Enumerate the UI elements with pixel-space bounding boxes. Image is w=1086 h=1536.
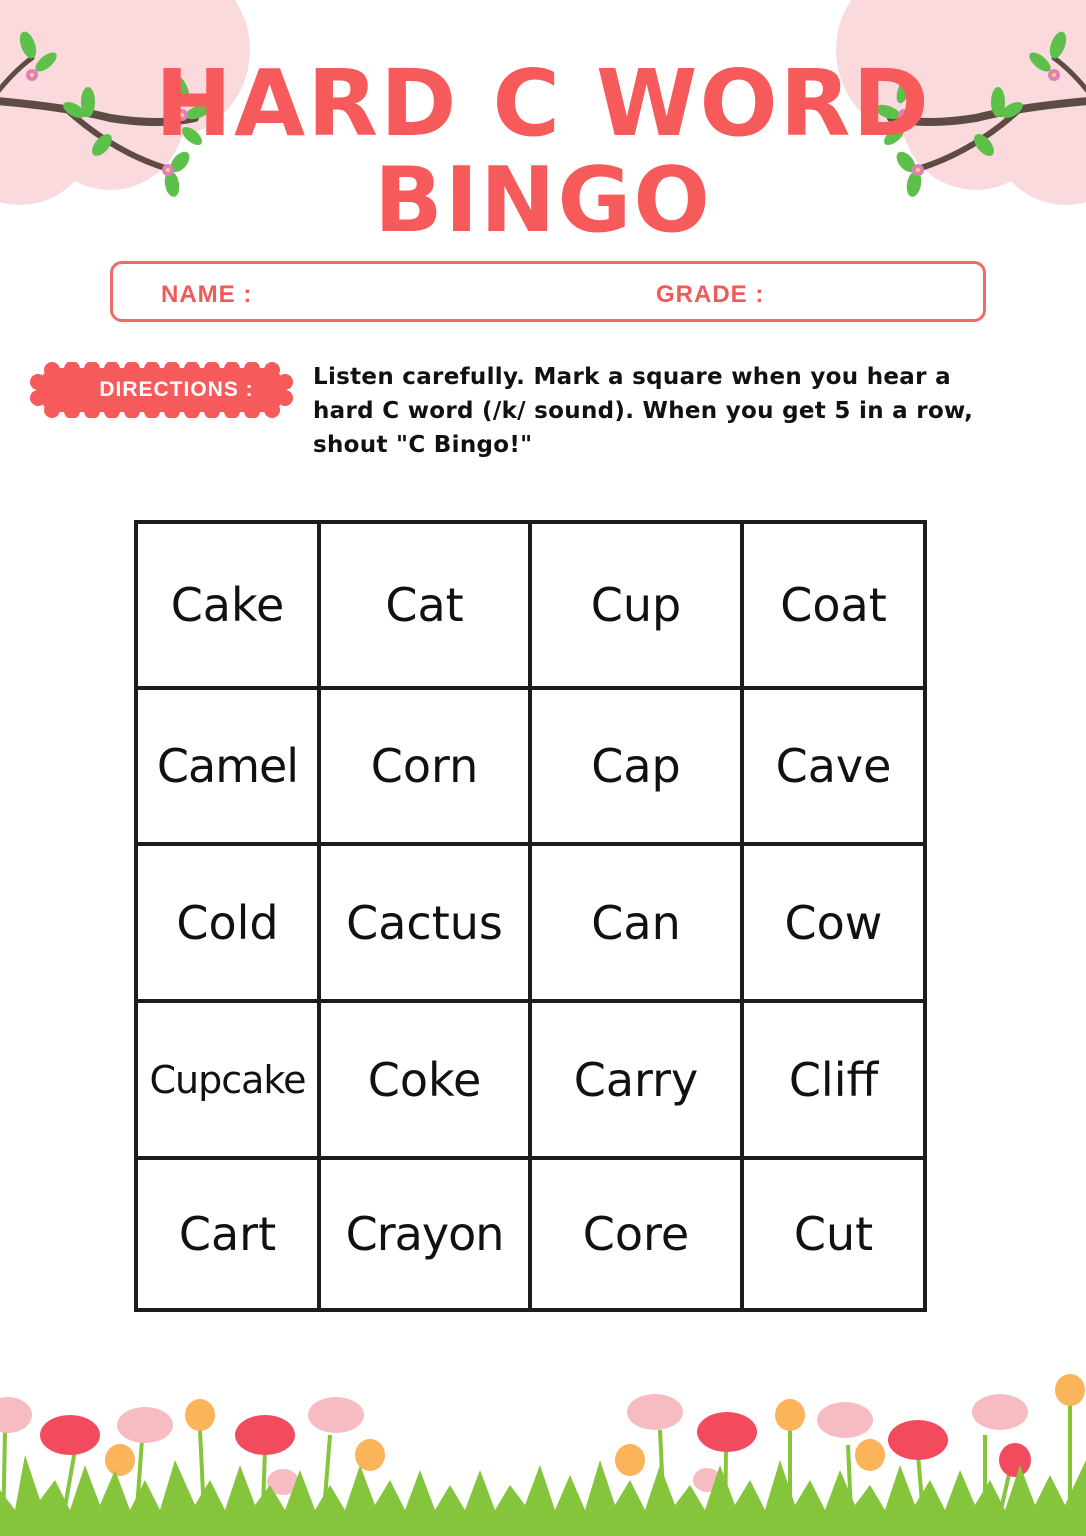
bingo-cell[interactable]: Cake	[138, 524, 321, 690]
directions-label: DIRECTIONS :	[99, 378, 254, 401]
directions-text: Listen carefully. Mark a square when you hear a hard C word (/k/ sound). When you get 5 in a row, shout "C Bingo!"	[313, 364, 974, 458]
bingo-cell[interactable]: Cow	[744, 846, 927, 1003]
page-title-line-1: HARD C WORD	[155, 50, 931, 157]
bingo-cell[interactable]: Coke	[321, 1003, 532, 1160]
bingo-cell[interactable]: Corn	[321, 690, 532, 846]
bingo-cell[interactable]: Cliff	[744, 1003, 927, 1160]
bingo-cell[interactable]: Carry	[532, 1003, 744, 1160]
name-field-label[interactable]: NAME :	[161, 281, 253, 308]
bingo-cell[interactable]: Cat	[321, 524, 532, 690]
bingo-card	[134, 520, 927, 1312]
bingo-cell[interactable]: Cupcake	[138, 1003, 321, 1160]
bingo-cell[interactable]: Cup	[532, 524, 744, 690]
bingo-cell[interactable]: Cart	[138, 1160, 321, 1312]
name-grade-box	[110, 261, 986, 322]
bingo-cell[interactable]: Cap	[532, 690, 744, 846]
bingo-cell[interactable]: Coat	[744, 524, 927, 690]
flower-meadow-icon	[0, 1360, 1086, 1536]
bingo-cell[interactable]: Cactus	[321, 846, 532, 1003]
bingo-cell[interactable]: Can	[532, 846, 744, 1003]
bingo-cell[interactable]: Camel	[138, 690, 321, 846]
bingo-cell[interactable]: Crayon	[321, 1160, 532, 1312]
page-title-line-2: BINGO	[374, 148, 712, 253]
bingo-cell[interactable]: Core	[532, 1160, 744, 1312]
bingo-cell[interactable]: Cut	[744, 1160, 927, 1312]
bingo-cell[interactable]: Cold	[138, 846, 321, 1003]
grade-field-label[interactable]: GRADE :	[656, 281, 765, 308]
directions-badge	[30, 362, 293, 418]
bingo-cell[interactable]: Cave	[744, 690, 927, 846]
